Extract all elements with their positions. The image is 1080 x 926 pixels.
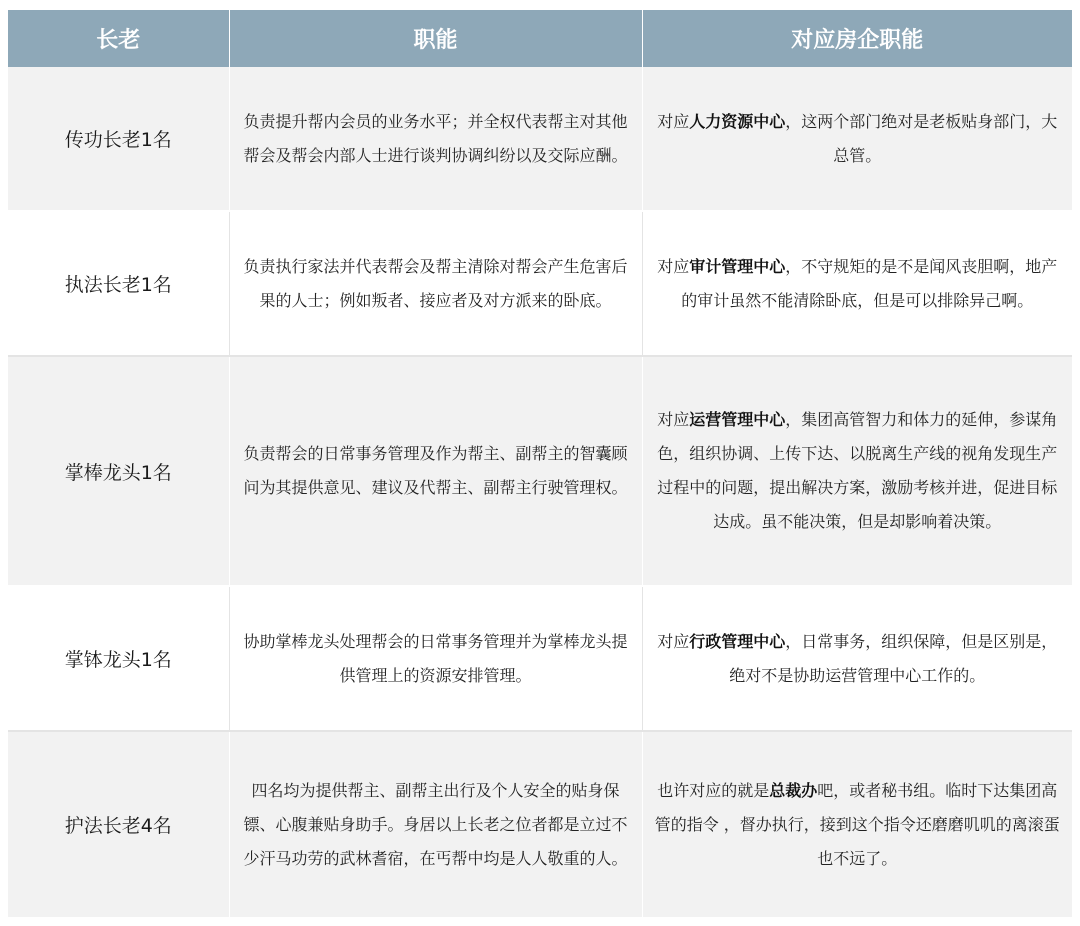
header-elder: 长老 <box>8 10 229 67</box>
corp-department: 行政管理中心 <box>689 631 786 651</box>
corp-description: ，日常事务，组织保障，但是区别是，绝对不是协助运营管理中心工作的。 <box>729 631 1058 685</box>
corp-prefix: 对应 <box>657 111 690 131</box>
corp-prefix: 对应 <box>657 256 690 276</box>
corp-prefix: 也许对应的就是 <box>657 780 770 800</box>
table-row <box>8 586 1072 731</box>
corp-department: 运营管理中心 <box>689 410 786 429</box>
header-duty: 职能 <box>229 10 642 67</box>
corp-duty-cell <box>642 211 1072 356</box>
corp-description: ，这两个部门绝对是老板贴身部门，大总管。 <box>785 111 1058 165</box>
elder-cell: 护法长老4名 <box>8 731 229 918</box>
elder-cell: 掌棒龙头1名 <box>8 356 229 586</box>
table-row <box>8 211 1072 356</box>
duty-cell: 负责提升帮内会员的业务水平；并全权代表帮主对其他帮会及帮会内部人士进行谈判协调纠纷以及交际应酬。 <box>229 67 642 211</box>
elder-cell: 掌钵龙头1名 <box>8 586 229 731</box>
corp-prefix: 对应 <box>657 410 690 429</box>
duty-cell: 负责帮会的日常事务管理及作为帮主、副帮主的智囊顾问为其提供意见、建议及代帮主、副帮主行驶管理权。 <box>229 356 642 586</box>
corp-duty-cell <box>642 356 1072 586</box>
duty-cell: 四名均为提供帮主、副帮主出行及个人安全的贴身保镖、心腹兼贴身助手。身居以上长老之位者都是立过不少汗马功劳的武林耆宿，在丐帮中均是人人敬重的人。 <box>229 731 642 918</box>
corp-description: 吧，或者秘书组。临时下达集团高管的指令 ，督办执行，接到这个指令还磨磨叽叽的离滚蛋也不远了。 <box>654 780 1060 868</box>
duty-cell: 协助掌棒龙头处理帮会的日常事务管理并为掌棒龙头提供管理上的资源安排管理。 <box>229 586 642 731</box>
elder-cell: 传功长老1名 <box>8 67 229 211</box>
table-row <box>8 67 1072 211</box>
corp-department: 审计管理中心 <box>689 256 786 276</box>
table-row <box>8 356 1072 586</box>
elder-cell: 执法长老1名 <box>8 211 229 356</box>
comparison-table <box>8 10 1072 919</box>
corp-duty-cell <box>642 731 1072 918</box>
corp-prefix: 对应 <box>657 631 690 651</box>
corp-duty-cell <box>642 586 1072 731</box>
corp-description: ，不守规矩的是不是闻风丧胆啊，地产的审计虽然不能清除卧底，但是可以排除异己啊。 <box>681 256 1058 310</box>
corp-duty-cell <box>642 67 1072 211</box>
corp-description: ，集团高管智力和体力的延伸，参谋角色，组织协调、上传下达、以脱离生产线的视角发现生产过程中的问题，提出解决方案，激励考核并进，促进目标达成。虽不能决策，但是却影响着决策。 <box>657 410 1058 531</box>
duty-cell: 负责执行家法并代表帮会及帮主清除对帮会产生危害后果的人士；例如叛者、接应者及对方派来的卧底。 <box>229 211 642 356</box>
table-row <box>8 731 1072 918</box>
header-corp-duty: 对应房企职能 <box>642 10 1072 67</box>
header-row <box>8 10 1072 67</box>
comparison-table-container <box>8 10 1072 919</box>
corp-department: 总裁办 <box>769 780 818 800</box>
corp-department: 人力资源中心 <box>689 111 786 131</box>
